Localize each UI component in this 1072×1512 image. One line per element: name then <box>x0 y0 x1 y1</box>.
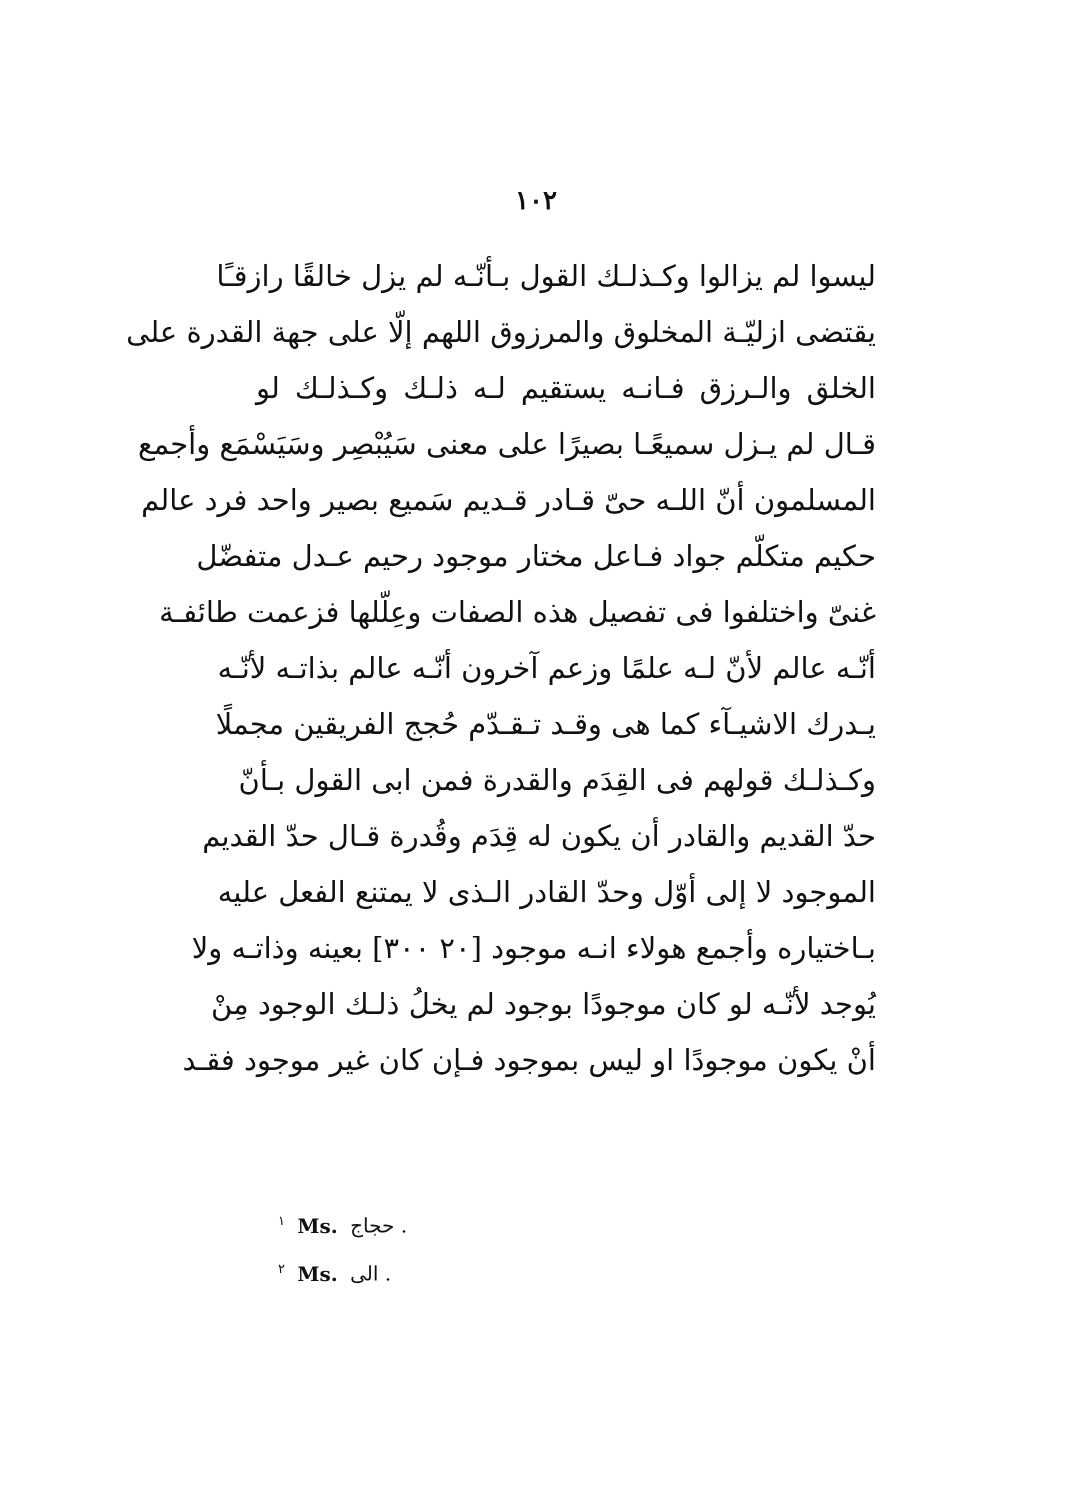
footnotes <box>278 1198 578 1294</box>
text-line: ليسوا لم يزالوا وكـذلـك القول بـأنّـه لم يزل خالقًا رازقـًا <box>216 259 876 293</box>
footnote-label: Ms. <box>297 1261 338 1286</box>
text-line: حدّ القديم والقادر أن يكون له قِدَم وقُدرة قـال حدّ القديم <box>202 819 876 853</box>
text-line: المسلمون أنّ اللـه حىّ قـادر قـديم سَميع بصير واحد فرد عالم <box>141 483 876 517</box>
text-line: أنّـه عالم لأنّ لـه علمًا وزعم آخرون أنّـه عالم بذاتـه لأنّـه <box>217 651 876 685</box>
text-line: وكـذلـك قولهم فى القِدَم والقدرة فمن ابى القول بـأنّ <box>238 763 876 797</box>
body-text <box>126 248 876 1088</box>
text-line: حكيم متكلّم جواد فـاعل مختار موجود رحيم عـدل متفضّل <box>196 539 876 573</box>
text-line: يـدرك الاشيـآء كما هى وقـد تـقـدّم حُجج الفريقين مجملًا <box>215 707 876 741</box>
page-number: ١٠٢ <box>515 186 557 216</box>
footnote-1 <box>278 1198 578 1246</box>
footnote-end: . <box>400 1213 408 1238</box>
footnote-2 <box>278 1246 578 1294</box>
text-line: الموجود لا إلى أوّل وحدّ القادر الـذى لا يمتنع الفعل عليه <box>217 875 876 909</box>
text-line: غنىّ واختلفوا فى تفصيل هذه الصفات وعِلّلها فزعمت طائفـة <box>159 595 876 629</box>
footnote-number: ٢ <box>278 1262 285 1277</box>
footnote-number: ١ <box>278 1214 285 1229</box>
footnote-end: . <box>384 1261 392 1286</box>
footnote-label: Ms. <box>297 1213 338 1238</box>
text-line: يُوجد لأنّـه لو كان موجودًا بوجود لم يخلُ ذلـك الوجود مِنْ <box>211 987 876 1021</box>
footnote-word: حجاج <box>350 1213 395 1238</box>
text-line: بـاختياره وأجمع هولاء انـه موجود [٢٠ ٣٠٠] بعينه وذاتـه ولا <box>191 931 876 965</box>
text-line: يقتضى ازليّـة المخلوق والمرزوق اللهم إلّا على جهة القدرة على <box>126 315 876 349</box>
text-line: قـال لم يـزل سميعًـا بصيرًا على معنى سَيُبْصِر وسَيَسْمَع وأجمع <box>138 427 876 461</box>
footnote-word: الى <box>350 1261 379 1286</box>
text-line: أنْ يكون موجودًا او ليس بموجود فـإن كان غير موجود فقـد <box>182 1043 876 1077</box>
text-line: الخلق والـرزق فـانـه يستقيم لـه ذلـك وكـذلـك لو <box>256 371 876 405</box>
